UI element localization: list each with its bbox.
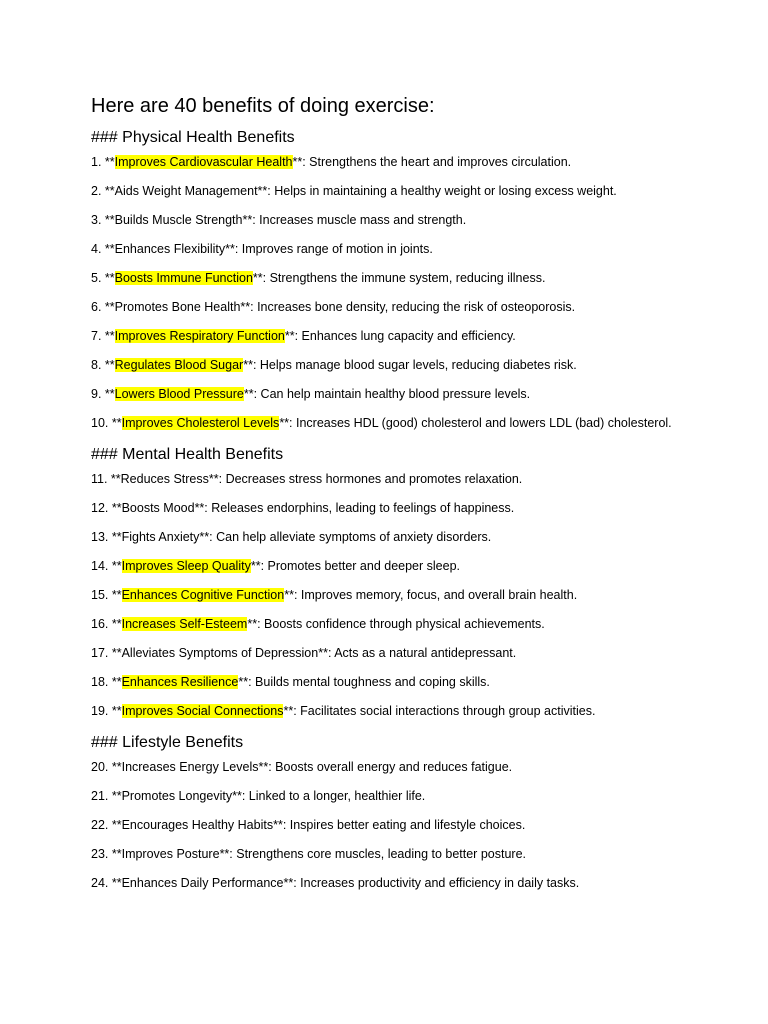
bold-marker-close: **: [238, 675, 249, 689]
item-number: 24.: [91, 876, 109, 890]
item-description: : Increases bone density, reducing the risk of osteoporosis.: [250, 300, 576, 314]
item-name: Improves Cholesterol Levels: [121, 416, 280, 430]
bold-marker-open: **: [108, 876, 122, 890]
bold-marker-open: **: [101, 271, 115, 285]
bold-marker-close: **: [232, 789, 242, 803]
item-number: 11.: [91, 472, 108, 486]
item-name: Builds Muscle Strength: [114, 213, 243, 227]
item-description: : Decreases stress hormones and promotes relaxation.: [218, 472, 523, 486]
list-item: [91, 616, 751, 632]
bold-marker-open: **: [101, 300, 115, 314]
list-item: [91, 759, 751, 775]
bold-marker-open: **: [107, 472, 121, 486]
document-title: Here are 40 benefits of doing exercise:: [91, 95, 435, 117]
item-name: Fights Anxiety: [121, 530, 200, 544]
bold-marker-close: **: [240, 300, 251, 314]
bold-marker-close: **: [283, 876, 294, 890]
item-description: : Inspires better eating and lifestyle choices.: [282, 818, 526, 832]
item-description: : Releases endorphins, leading to feelings of happiness.: [204, 501, 515, 515]
item-name: Increases Self-Esteem: [121, 617, 248, 631]
list-item: [91, 471, 751, 487]
document-page: [91, 93, 751, 904]
list-item: [91, 357, 751, 373]
bold-marker-close: **: [284, 329, 295, 343]
bold-marker-close: **: [273, 818, 283, 832]
bold-marker-open: **: [108, 588, 122, 602]
list-item: [91, 386, 751, 402]
list-item: [91, 183, 751, 199]
item-number: 19.: [91, 704, 109, 718]
item-number: 17.: [91, 646, 109, 660]
bold-marker-open: **: [108, 617, 122, 631]
list-item: [91, 328, 751, 344]
item-name: Improves Social Connections: [121, 704, 284, 718]
bold-marker-open: **: [108, 847, 122, 861]
list-item: [91, 817, 751, 833]
list-item: [91, 558, 751, 574]
bold-marker-open: **: [108, 760, 122, 774]
item-description: : Enhances lung capacity and efficiency.: [294, 329, 516, 343]
item-name: Enhances Resilience: [121, 675, 239, 689]
bold-marker-close: **: [247, 617, 258, 631]
item-number: 21.: [91, 789, 109, 803]
item-name: Aids Weight Management: [114, 184, 258, 198]
bold-marker-open: **: [101, 387, 115, 401]
bold-marker-close: **: [225, 242, 235, 256]
item-name: Enhances Cognitive Function: [121, 588, 285, 602]
item-number: 2.: [91, 184, 102, 198]
item-name: Lowers Blood Pressure: [114, 387, 244, 401]
bold-marker-open: **: [108, 501, 122, 515]
bold-marker-open: **: [108, 818, 122, 832]
bold-marker-open: **: [108, 416, 122, 430]
list-item: [91, 270, 751, 286]
bold-marker-close: **: [243, 358, 253, 372]
item-name: Improves Posture: [121, 847, 220, 861]
item-number: 22.: [91, 818, 109, 832]
item-number: 15.: [91, 588, 109, 602]
bold-marker-close: **: [292, 155, 303, 169]
item-number: 8.: [91, 358, 102, 372]
item-description: : Builds mental toughness and coping skills.: [248, 675, 490, 689]
bold-marker-close: **: [257, 184, 268, 198]
bold-marker-open: **: [101, 213, 115, 227]
bold-marker-open: **: [101, 184, 115, 198]
bold-marker-close: **: [284, 588, 294, 602]
bold-marker-close: **: [283, 704, 294, 718]
bold-marker-close: **: [194, 501, 205, 515]
item-number: 13.: [91, 530, 109, 544]
section-heading: ### Physical Health Benefits: [91, 129, 295, 146]
item-number: 7.: [91, 329, 102, 343]
item-number: 12.: [91, 501, 109, 515]
list-item: [91, 212, 751, 228]
item-name: Regulates Blood Sugar: [114, 358, 244, 372]
item-description: : Can help alleviate symptoms of anxiety disorders.: [209, 530, 492, 544]
item-name: Boosts Immune Function: [114, 271, 253, 285]
bold-marker-close: **: [243, 387, 254, 401]
item-number: 6.: [91, 300, 102, 314]
list-item: [91, 241, 751, 257]
bold-marker-open: **: [101, 242, 115, 256]
item-number: 5.: [91, 271, 102, 285]
bold-marker-open: **: [101, 155, 115, 169]
bold-marker-close: **: [242, 213, 253, 227]
list-item: [91, 645, 751, 661]
bold-marker-open: **: [101, 358, 115, 372]
item-description: : Promotes better and deeper sleep.: [260, 559, 460, 573]
list-item: [91, 788, 751, 804]
item-description: : Strengthens core muscles, leading to better posture.: [229, 847, 526, 861]
item-number: 20.: [91, 760, 109, 774]
section-heading: ### Mental Health Benefits: [91, 446, 284, 463]
item-description: : Increases muscle mass and strength.: [252, 213, 467, 227]
bold-marker-open: **: [108, 530, 122, 544]
item-name: Reduces Stress: [120, 472, 209, 486]
item-description: : Strengthens the heart and improves circulation.: [302, 155, 572, 169]
item-number: 23.: [91, 847, 109, 861]
list-item: [91, 500, 751, 516]
bold-marker-open: **: [108, 559, 122, 573]
bold-marker-close: **: [208, 472, 219, 486]
list-item: [91, 154, 751, 170]
item-name: Improves Sleep Quality: [121, 559, 251, 573]
item-number: 16.: [91, 617, 109, 631]
bold-marker-open: **: [108, 789, 122, 803]
item-description: : Improves range of motion in joints.: [234, 242, 433, 256]
section-heading: ### Lifestyle Benefits: [91, 734, 244, 751]
item-description: : Helps manage blood sugar levels, reducing diabetes risk.: [252, 358, 577, 372]
item-name: Promotes Bone Health: [114, 300, 241, 314]
item-description: : Increases productivity and efficiency in daily tasks.: [293, 876, 580, 890]
item-number: 4.: [91, 242, 102, 256]
list-item: [91, 703, 751, 719]
list-item: [91, 674, 751, 690]
item-description: : Strengthens the immune system, reducing illness.: [262, 271, 546, 285]
item-description: : Facilitates social interactions through group activities.: [293, 704, 596, 718]
list-item: [91, 529, 751, 545]
item-number: 1.: [91, 155, 102, 169]
bold-marker-close: **: [258, 760, 269, 774]
bold-marker-close: **: [279, 416, 290, 430]
bold-marker-open: **: [108, 646, 122, 660]
item-description: : Linked to a longer, healthier life.: [241, 789, 426, 803]
bold-marker-close: **: [250, 559, 261, 573]
item-name: Enhances Flexibility: [114, 242, 226, 256]
list-item: [91, 299, 751, 315]
bold-marker-close: **: [219, 847, 230, 861]
bold-marker-open: **: [101, 329, 115, 343]
bold-marker-open: **: [108, 704, 122, 718]
item-number: 18.: [91, 675, 109, 689]
list-item: [91, 587, 751, 603]
item-name: Alleviates Symptoms of Depression: [121, 646, 319, 660]
item-description: : Boosts confidence through physical achievements.: [257, 617, 545, 631]
list-item: [91, 846, 751, 862]
item-description: : Can help maintain healthy blood pressure levels.: [253, 387, 531, 401]
item-name: Improves Cardiovascular Health: [114, 155, 293, 169]
item-number: 14.: [91, 559, 109, 573]
item-number: 10.: [91, 416, 109, 430]
item-description: : Acts as a natural antidepressant.: [327, 646, 517, 660]
bold-marker-open: **: [108, 675, 122, 689]
item-name: Promotes Longevity: [121, 789, 233, 803]
bold-marker-close: **: [252, 271, 263, 285]
item-number: 9.: [91, 387, 102, 401]
item-name: Encourages Healthy Habits: [121, 818, 274, 832]
item-description: : Increases HDL (good) cholesterol and lowers LDL (bad) cholesterol.: [289, 416, 672, 430]
item-name: Improves Respiratory Function: [114, 329, 285, 343]
item-description: : Helps in maintaining a healthy weight or losing excess weight.: [267, 184, 617, 198]
item-name: Increases Energy Levels: [121, 760, 259, 774]
item-description: : Boosts overall energy and reduces fatigue.: [268, 760, 513, 774]
list-item: [91, 415, 751, 431]
sections-container: [91, 127, 751, 891]
item-number: 3.: [91, 213, 102, 227]
bold-marker-close: **: [199, 530, 210, 544]
bold-marker-close: **: [318, 646, 328, 660]
item-name: Boosts Mood: [121, 501, 195, 515]
list-item: [91, 875, 751, 891]
item-name: Enhances Daily Performance: [121, 876, 284, 890]
item-description: : Improves memory, focus, and overall brain health.: [293, 588, 578, 602]
